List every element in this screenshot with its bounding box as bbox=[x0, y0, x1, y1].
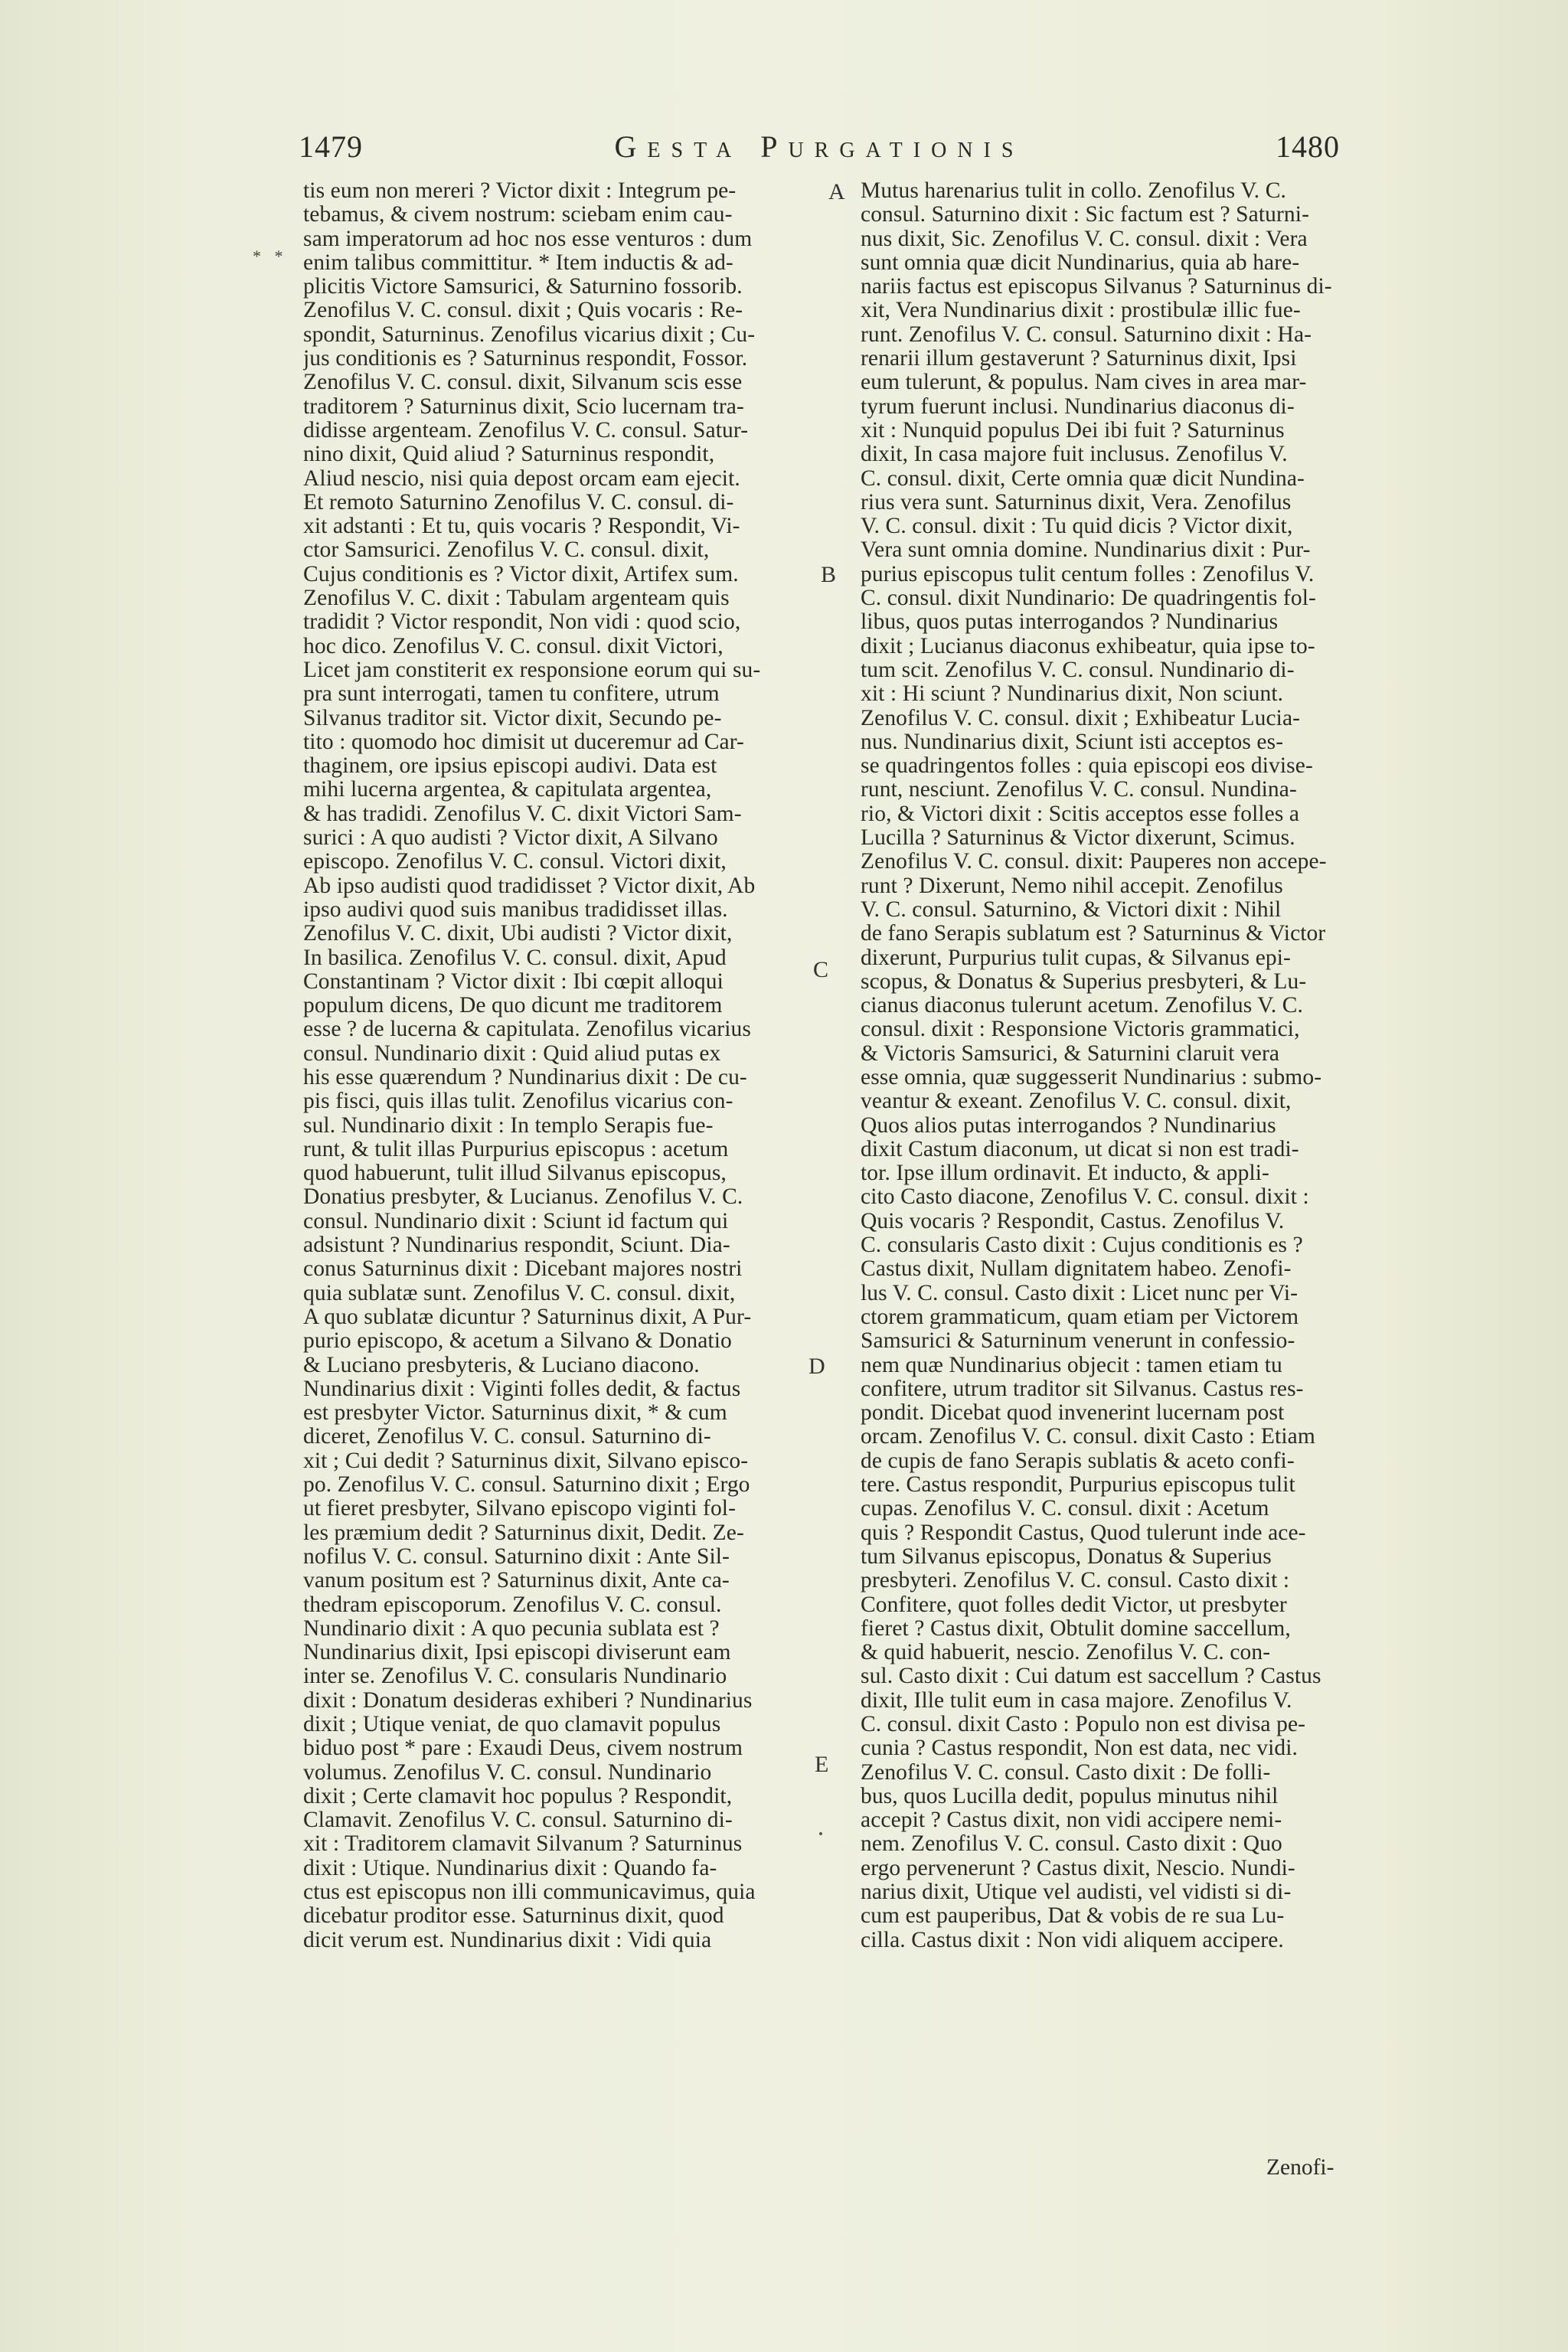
left-column-line: consul. Nundinario dixit : Quid aliud putas ex bbox=[303, 1041, 721, 1066]
left-column-line: pis fisci, quis illas tulit. Zenofilus vicarius con- bbox=[303, 1089, 733, 1114]
left-column-line: dixit ; Certe clamavit hoc populus ? Respondit, bbox=[303, 1784, 733, 1808]
right-column-line: V. C. consul. dixit : Tu quid dicis ? Victor dixit, bbox=[861, 514, 1293, 539]
right-column-line: Confitere, quot folles dedit Victor, ut presbyter bbox=[861, 1592, 1287, 1617]
left-column-line: spondit, Saturninus. Zenofilus vicarius dixit ; Cu- bbox=[303, 322, 756, 347]
right-column-line: Lucilla ? Saturninus & Victor dixerunt, Scimus. bbox=[861, 826, 1295, 851]
left-column-line: dixit : Donatum desideras exhiberi ? Nundinarius bbox=[303, 1688, 753, 1713]
left-column-line: consul. Nundinario dixit : Sciunt id factum qui bbox=[303, 1209, 729, 1233]
right-column-line: xit : Hi sciunt ? Nundinarius dixit, Non sciunt. bbox=[861, 682, 1284, 707]
left-column-line: Donatius presbyter, & Lucianus. Zenofilus V. C. bbox=[303, 1185, 743, 1210]
left-column-line: ut fieret presbyter, Silvano episcopo viginti fol- bbox=[303, 1497, 737, 1521]
right-column-line: & Victoris Samsurici, & Saturnini claruit vera bbox=[861, 1041, 1280, 1066]
left-column-line: nino dixit, Quid aliud ? Saturninus respondit, bbox=[303, 443, 715, 467]
left-column-line: conus Saturninus dixit : Dicebant majores nostri bbox=[303, 1257, 743, 1282]
left-column-line: In basilica. Zenofilus V. C. consul. dixit, Apud bbox=[303, 946, 727, 970]
right-column-line: tum scit. Zenofilus V. C. consul. Nundinario di- bbox=[861, 658, 1295, 682]
right-column-line: tor. Ipse illum ordinavit. Et inducto, & appli- bbox=[861, 1161, 1269, 1186]
left-column-line: Ab ipso audisti quod tradidisset ? Victor dixit, Ab bbox=[303, 874, 756, 898]
left-column-line: Silvanus traditor sit. Victor dixit, Secundo pe- bbox=[303, 706, 722, 730]
left-column-line: tebamus, & civem nostrum: sciebam enim cau- bbox=[303, 203, 733, 227]
right-column-line: tum Silvanus episcopus, Donatus & Superius bbox=[861, 1544, 1272, 1569]
right-column-line: ctorem grammaticum, quam etiam per Victorem bbox=[861, 1305, 1299, 1329]
left-column-line: tito : quomodo hoc dimisit ut duceremur ad Car- bbox=[303, 730, 744, 754]
left-column-line: ipso audivi quod suis manibus tradidisset illas. bbox=[303, 897, 728, 922]
left-column-line: les præmium dedit ? Saturninus dixit, Dedit. Ze- bbox=[303, 1521, 744, 1545]
right-column-line: rius vera sunt. Saturninus dixit, Vera. Zenofilus bbox=[861, 490, 1292, 514]
left-column-line: quia sublatæ sunt. Zenofilus V. C. consul. dixit, bbox=[303, 1281, 736, 1305]
right-column-line: Samsurici & Saturninum venerunt in confessio- bbox=[861, 1329, 1295, 1354]
left-column-line: volumus. Zenofilus V. C. consul. Nundinario bbox=[303, 1760, 712, 1785]
right-column-line: nem. Zenofilus V. C. consul. Casto dixit : Quo bbox=[861, 1832, 1282, 1857]
right-column-line: bus, quos Lucilla dedit, populus minutus nihil bbox=[861, 1784, 1279, 1808]
left-column-line: dicit verum est. Nundinarius dixit : Vidi quia bbox=[303, 1928, 712, 1952]
right-column-line: Zenofilus V. C. consul. dixit: Pauperes non accepe- bbox=[861, 850, 1327, 874]
right-column-line: C. consul. dixit, Certe omnia quæ dicit Nundina- bbox=[861, 466, 1305, 491]
right-column-line: confitere, utrum traditor sit Silvanus. Castus res- bbox=[861, 1377, 1304, 1401]
right-column-line: orcam. Zenofilus V. C. consul. dixit Casto : Etiam bbox=[861, 1425, 1315, 1449]
right-column-line: tyrum fuerunt inclusi. Nundinarius diaconus di- bbox=[861, 394, 1295, 419]
left-column-line: xit : Traditorem clamavit Silvanum ? Saturninus bbox=[303, 1832, 743, 1857]
left-column-line: Zenofilus V. C. dixit, Ubi audisti ? Victor dixit, bbox=[303, 922, 733, 946]
right-column-line: lus V. C. consul. Casto dixit : Licet nunc per Vi- bbox=[861, 1281, 1298, 1305]
right-column-line: dixit Castum diaconum, ut dicat si non est tradi- bbox=[861, 1137, 1299, 1161]
right-column-line: narius dixit, Utique vel audisti, vel vidisti si di- bbox=[861, 1880, 1292, 1905]
left-column-line: dixit : Utique. Nundinarius dixit : Quando fa- bbox=[303, 1856, 717, 1880]
left-column-line: traditorem ? Saturninus dixit, Scio lucernam tra- bbox=[303, 394, 744, 419]
page-number-left: 1479 bbox=[299, 129, 363, 164]
left-column-line: sam imperatorum ad hoc nos esse venturos : dum bbox=[303, 227, 753, 251]
left-column-line: vanum positum est ? Saturninus dixit, Ante ca- bbox=[303, 1569, 730, 1593]
right-column-line: rio, & Victori dixit : Scitis acceptos esse folles a bbox=[861, 802, 1300, 826]
right-column-line: cilla. Castus dixit : Non vidi aliquem accipere. bbox=[861, 1928, 1284, 1952]
page-number-right: 1480 bbox=[1276, 129, 1340, 164]
right-column-line: V. C. consul. Saturnino, & Victori dixit : Nihil bbox=[861, 897, 1282, 922]
left-column-line: & has tradidi. Zenofilus V. C. dixit Victori Sam- bbox=[303, 802, 742, 826]
right-column-line: C. consul. dixit Casto : Populo non est divisa pe- bbox=[861, 1713, 1306, 1736]
right-column-line: consul. Saturnino dixit : Sic factum est ? Saturni- bbox=[861, 203, 1309, 227]
left-column-line: biduo post * pare : Exaudi Deus, civem nostrum bbox=[303, 1736, 743, 1761]
left-column-line: hoc dico. Zenofilus V. C. consul. dixit Victori, bbox=[303, 634, 724, 658]
left-column-line: tradidit ? Victor respondit, Non vidi : quod scio, bbox=[303, 610, 741, 635]
right-column-line: nem quæ Nundinarius objecit : tamen etiam tu bbox=[861, 1353, 1282, 1377]
left-column-line: Nundinarius dixit : Viginti folles dedit, & factus bbox=[303, 1377, 741, 1401]
right-column-line: xit, Vera Nundinarius dixit : prostibulæ illic fue- bbox=[861, 299, 1301, 323]
left-column-line: Zenofilus V. C. consul. dixit ; Quis vocaris : Re- bbox=[303, 299, 743, 323]
left-column-line: diceret, Zenofilus V. C. consul. Saturnino di- bbox=[303, 1425, 711, 1449]
ink-speck bbox=[819, 1832, 822, 1835]
margin-letter-e: E bbox=[815, 1752, 829, 1777]
right-column bbox=[861, 179, 1389, 1952]
left-column-line: mihi lucerna argentea, & capitulata argentea, bbox=[303, 778, 712, 802]
left-column-line: episcopo. Zenofilus V. C. consul. Victori dixit, bbox=[303, 850, 727, 874]
left-column-line: Cujus conditionis es ? Victor dixit, Artifex sum. bbox=[303, 562, 739, 586]
left-column-line: po. Zenofilus V. C. consul. Saturnino dixit ; Ergo bbox=[303, 1473, 750, 1498]
left-column-line: runt, & tulit illas Purpurius episcopus : acetum bbox=[303, 1137, 729, 1161]
right-column-line: runt ? Dixerunt, Nemo nihil accepit. Zenofilus bbox=[861, 874, 1283, 898]
left-column-line: inter se. Zenofilus V. C. consularis Nundinario bbox=[303, 1664, 727, 1689]
left-column-line: adsistunt ? Nundinarius respondit, Sciunt. Dia- bbox=[303, 1233, 730, 1258]
catchword: Zenofi- bbox=[1266, 2155, 1334, 2180]
right-column-line: fieret ? Castus dixit, Obtulit domine saccellum, bbox=[861, 1616, 1291, 1641]
right-column-line: runt. Zenofilus V. C. consul. Saturnino dixit : Ha- bbox=[861, 322, 1312, 347]
right-column-line: Quis vocaris ? Respondit, Castus. Zenofilus V. bbox=[861, 1209, 1285, 1233]
left-column-line: ctus est episcopus non illi communicavimus, quia bbox=[303, 1880, 756, 1905]
left-column-line: thaginem, ore ipsius episcopi audivi. Data est bbox=[303, 754, 717, 779]
right-column-line: cum est pauperibus, Dat & vobis de re sua Lu- bbox=[861, 1904, 1285, 1929]
right-column-line: & quid habuerit, nescio. Zenofilus V. C. con- bbox=[861, 1641, 1271, 1665]
left-column-line: Constantinam ? Victor dixit : Ibi cœpit alloqui bbox=[303, 969, 724, 994]
right-column-line: Mutus harenarius tulit in collo. Zenofilus V. C. bbox=[861, 179, 1286, 203]
left-column bbox=[303, 179, 831, 1952]
left-column-line: surici : A quo audisti ? Victor dixit, A Silvano bbox=[303, 826, 718, 851]
right-column-line: purius episcopus tulit centum folles : Zenofilus V. bbox=[861, 562, 1315, 586]
right-column-line: ergo pervenerunt ? Castus dixit, Nescio. Nundi- bbox=[861, 1856, 1295, 1880]
right-column-line: dixit, In casa majore fuit inclusus. Zenofilus V. bbox=[861, 443, 1288, 467]
right-column-line: nariis factus est episcopus Silvanus ? Saturninus di- bbox=[861, 275, 1332, 299]
left-column-line: purio episcopo, & acetum a Silvano & Donatio bbox=[303, 1329, 732, 1354]
right-column-line: renarii illum gestaverunt ? Saturninus dixit, Ipsi bbox=[861, 347, 1297, 371]
right-column-line: sunt omnia quæ dicit Nundinarius, quia ab hare- bbox=[861, 250, 1300, 275]
left-column-line: Licet jam constiterit ex responsione eorum qui su- bbox=[303, 658, 761, 682]
right-column-line: veantur & exeant. Zenofilus V. C. consul. dixit, bbox=[861, 1089, 1292, 1114]
right-column-line: quis ? Respondit Castus, Quod tulerunt inde ace- bbox=[861, 1521, 1306, 1545]
left-column-line: esse ? de lucerna & capitulata. Zenofilus vicarius bbox=[303, 1018, 751, 1042]
left-column-line: Nundinario dixit : A quo pecunia sublata est ? bbox=[303, 1616, 720, 1641]
left-column-line: thedram episcoporum. Zenofilus V. C. consul. bbox=[303, 1592, 722, 1617]
right-column-line: se quadringentos folles : quia episcopi eos divise- bbox=[861, 754, 1313, 779]
right-column-line: Quos alios putas interrogandos ? Nundinarius bbox=[861, 1113, 1276, 1138]
right-column-line: accepit ? Castus dixit, non vidi accipere nemi- bbox=[861, 1808, 1282, 1833]
margin-letter-b: B bbox=[821, 562, 837, 587]
left-column-line: pra sunt interrogati, tamen tu confitere, utrum bbox=[303, 682, 720, 707]
left-column-line: Zenofilus V. C. dixit : Tabulam argenteam quis bbox=[303, 586, 730, 611]
right-column-line: esse omnia, quæ suggesserit Nundinarius : submo- bbox=[861, 1065, 1322, 1089]
right-column-line: consul. dixit : Responsione Victoris grammatici, bbox=[861, 1018, 1300, 1042]
right-column-line: cunia ? Castus respondit, Non est data, nec vidi. bbox=[861, 1736, 1298, 1761]
right-column-line: cito Casto diacone, Zenofilus V. C. consul. dixit : bbox=[861, 1185, 1309, 1210]
right-column-line: sul. Casto dixit : Cui datum est saccellum ? Castus bbox=[861, 1664, 1321, 1689]
right-column-line: xit : Nunquid populus Dei ibi fuit ? Saturninus bbox=[861, 418, 1285, 443]
margin-letter-d: D bbox=[808, 1354, 825, 1379]
left-column-line: A quo sublatæ dicuntur ? Saturninus dixit, A Pur- bbox=[303, 1305, 752, 1329]
left-column-line: populum dicens, De quo dicunt me traditorem bbox=[303, 994, 723, 1018]
left-column-line: jus conditionis es ? Saturninus respondit, Fossor. bbox=[303, 347, 748, 371]
left-column-line: enim talibus committitur. * Item inductis & ad- bbox=[303, 250, 733, 275]
right-column-line: presbyteri. Zenofilus V. C. consul. Casto dixit : bbox=[861, 1569, 1290, 1593]
left-column-line: nofilus V. C. consul. Saturnino dixit : Ante Sil- bbox=[303, 1544, 730, 1569]
left-column-line: Aliud nescio, nisi quia depost orcam eam ejecit. bbox=[303, 466, 740, 491]
right-column-line: eum tulerunt, & populus. Nam cives in area mar- bbox=[861, 371, 1307, 395]
right-column-line: Zenofilus V. C. consul. dixit ; Exhibeatur Lucia- bbox=[861, 706, 1301, 730]
right-column-line: de cupis de fano Serapis sublatis & aceto confi- bbox=[861, 1449, 1295, 1473]
left-column-line: tis eum non mereri ? Victor dixit : Integrum pe- bbox=[303, 179, 737, 203]
right-column-line: pondit. Dicebat quod invenerint lucernam post bbox=[861, 1401, 1285, 1426]
right-column-line: libus, quos putas interrogandos ? Nundinarius bbox=[861, 610, 1279, 635]
left-column-line: Et remoto Saturnino Zenofilus V. C. consul. di- bbox=[303, 490, 734, 514]
left-column-line: Clamavit. Zenofilus V. C. consul. Saturnino di- bbox=[303, 1808, 733, 1833]
right-column-line: Castus dixit, Nullam dignitatem habeo. Zenofi- bbox=[861, 1257, 1292, 1282]
right-column-line: cianus diaconus tulerunt acetum. Zenofilus V. C. bbox=[861, 994, 1304, 1018]
right-column-line: C. consul. dixit Nundinario: De quadringentis fol- bbox=[861, 586, 1316, 611]
margin-stars: * * bbox=[253, 247, 288, 266]
left-column-line: dicebatur proditor esse. Saturninus dixit, quod bbox=[303, 1904, 724, 1929]
left-column-line: quod habuerunt, tulit illud Silvanus episcopus, bbox=[303, 1161, 727, 1186]
left-column-line: Zenofilus V. C. consul. dixit, Silvanum scis esse bbox=[303, 371, 743, 395]
right-column-line: dixit ; Lucianus diaconus exhibeatur, quia ipse to- bbox=[861, 634, 1315, 658]
right-column-line: C. consularis Casto dixit : Cujus conditionis es ? bbox=[861, 1233, 1303, 1258]
right-column-line: nus. Nundinarius dixit, Sciunt isti acceptos es- bbox=[861, 730, 1284, 754]
right-column-line: cupas. Zenofilus V. C. consul. dixit : Acetum bbox=[861, 1497, 1269, 1521]
left-column-line: xit ; Cui dedit ? Saturninus dixit, Silvano episco- bbox=[303, 1449, 749, 1473]
left-column-line: sul. Nundinario dixit : In templo Serapis fue- bbox=[303, 1113, 714, 1138]
right-column-line: Zenofilus V. C. consul. Casto dixit : De folli- bbox=[861, 1760, 1271, 1785]
margin-letter-a: A bbox=[828, 179, 845, 204]
margin-letter-c: C bbox=[813, 957, 829, 982]
left-column-line: didisse argenteam. Zenofilus V. C. consul. Satur- bbox=[303, 418, 749, 443]
right-column-line: scopus, & Donatus & Superius presbyteri, & Lu- bbox=[861, 969, 1307, 994]
left-column-line: ctor Samsurici. Zenofilus V. C. consul. dixit, bbox=[303, 538, 710, 563]
right-column-line: tere. Castus respondit, Purpurius episcopus tulit bbox=[861, 1473, 1295, 1498]
left-column-line: dixit ; Utique veniat, de quo clamavit populus bbox=[303, 1713, 721, 1736]
left-column-line: xit adstanti : Et tu, quis vocaris ? Respondit, Vi- bbox=[303, 514, 740, 539]
left-column-line: his esse quærendum ? Nundinarius dixit : De cu- bbox=[303, 1065, 747, 1089]
right-column-line: dixit, Ille tulit eum in casa majore. Zenofilus V. bbox=[861, 1688, 1292, 1713]
left-column-line: est presbyter Victor. Saturninus dixit, * & cum bbox=[303, 1401, 727, 1426]
left-column-line: plicitis Victore Samsurici, & Saturnino fossorib. bbox=[303, 275, 743, 299]
right-column-line: Vera sunt omnia domine. Nundinarius dixit : Pur- bbox=[861, 538, 1311, 563]
running-title: Gesta Purgationis bbox=[614, 129, 1024, 164]
right-column-line: runt, nesciunt. Zenofilus V. C. consul. Nundina- bbox=[861, 778, 1297, 802]
left-column-line: & Luciano presbyteris, & Luciano diacono. bbox=[303, 1353, 700, 1377]
page-header bbox=[299, 129, 1340, 175]
right-column-line: dixerunt, Purpurius tulit cupas, & Silvanus epi- bbox=[861, 946, 1291, 970]
right-column-line: de fano Serapis sublatum est ? Saturninus & Victor bbox=[861, 922, 1326, 946]
left-column-line: Nundinarius dixit, Ipsi episcopi diviserunt eam bbox=[303, 1641, 731, 1665]
right-column-line: nus dixit, Sic. Zenofilus V. C. consul. dixit : Vera bbox=[861, 227, 1308, 251]
